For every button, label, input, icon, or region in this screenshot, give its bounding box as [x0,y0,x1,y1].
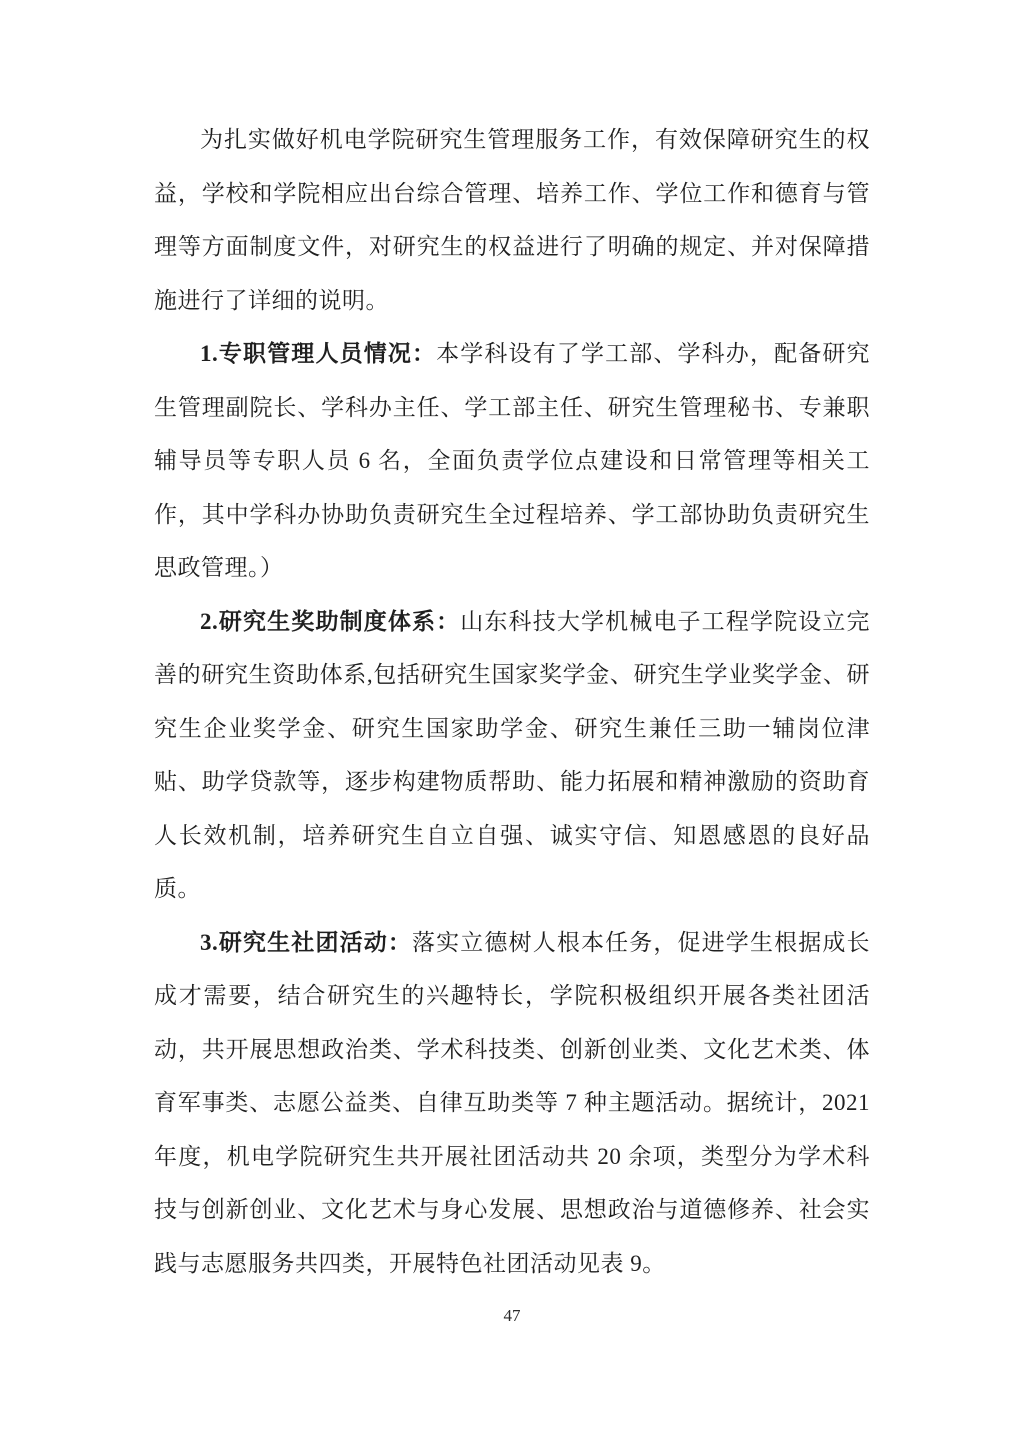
page-number: 47 [503,1306,521,1325]
document-body [154,113,870,1290]
paragraph-lead: 2.研究生奖助制度体系： [200,608,461,634]
paragraph-section-1 [154,327,870,595]
paragraph-section-2 [154,595,870,916]
paragraph-intro [154,113,870,327]
paragraph-lead: 1.专职管理人员情况： [200,341,437,366]
paragraph-text: 本学科设有了学工部、学科办，配备研究生管理副院长、学科办主任、学工部主任、研究生管理秘书、专兼职辅导员等专职人员 6 名，全面负责学位点建设和日常管理等相关工作，其中学科办协助负责研究生全过程培养、学工部协助负责研究生思政管理。） [154,341,871,580]
paragraph-text: 为扎实做好机电学院研究生管理服务工作，有效保障研究生的权益，学校和学院相应出台综合管理、培养工作、学位工作和德育与管理等方面制度文件，对研究生的权益进行了明确的规定、并对保障措施进行了详细的说明。 [154,127,870,313]
paragraph-lead: 3.研究生社团活动： [200,929,412,955]
paragraph-text: 落实立德树人根本任务，促进学生根据成长成才需要，结合研究生的兴趣特长，学院积极组织开展各类社团活动，共开展思想政治类、学术科技类、创新创业类、文化艺术类、体育军事类、志愿公益类、自律互助类等 7 种主题活动。据统计，2021 年度，机电学院研究生共开展社团活动共 20 余项，类型分为学术科技与创新创业、文化艺术与身心发展、思想政治与道德修养、社会实践与志愿服务共四类，开展特色社团活动见表 9。 [154,929,871,1276]
paragraph-text: 山东科技大学机械电子工程学院设立完善的研究生资助体系,包括研究生国家奖学金、研究生学业奖学金、研究生企业奖学金、研究生国家助学金、研究生兼任三助一辅岗位津贴、助学贷款等，逐步构建物质帮助、能力拓展和精神激励的资助育人长效机制，培养研究生自立自强、诚实守信、知恩感恩的良好品质。 [154,608,871,901]
paragraph-section-3 [154,916,870,1291]
